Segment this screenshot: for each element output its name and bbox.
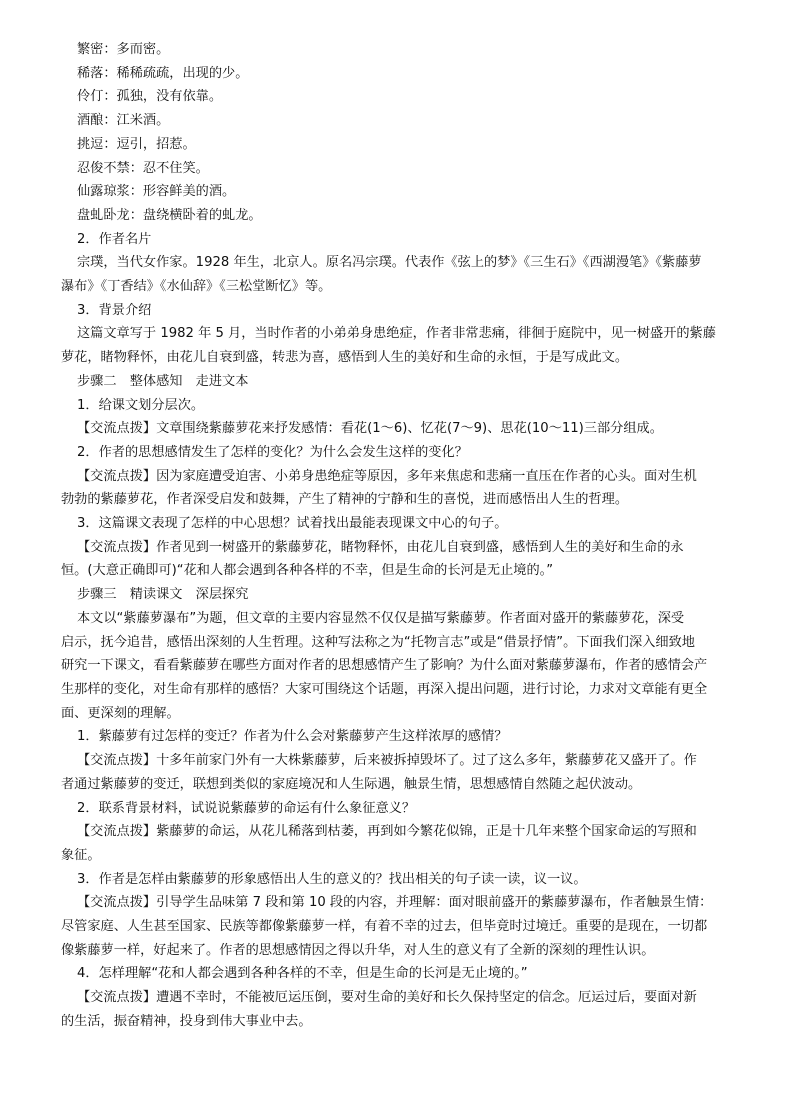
section-heading: 2．作者名片 (77, 231, 152, 247)
vocab-line: 挑逗：逗引，招惹。 (77, 136, 196, 152)
answer-line: 【交流点拨】因为家庭遭受迫害、小弟身患绝症等原因，多年来焦虑和悲痛一直压在作者的心头。面对生机 (77, 468, 697, 484)
answer-line: 【交流点拨】十多年前家门外有一大株紫藤萝，后来被拆掉毁坏了。过了这么多年，紫藤萝花又盛开了。作 (77, 753, 697, 769)
text-line: 这篇文章写于 1982 年 5 月，当时作者的小弟弟身患绝症，作者非常悲痛，徘徊于庭院中，见一树盛开的紫藤 (77, 326, 716, 342)
answer-line: 者通过紫藤萝的变迁，联想到类似的家庭境况和人生际遇，触景生情，思想感情自然随之起伏波动。 (61, 776, 642, 792)
vocab-line: 繁密：多而密。 (77, 42, 170, 57)
question-line: 3．这篇课文表现了怎样的中心思想？试着找出最能表现课文中心的句子。 (77, 516, 508, 532)
text-line: 宗璞，当代女作家。1928 年生，北京人。原名冯宗璞。代表作《弦上的梦》《三生石》《西湖漫笔》《紫藤萝 (77, 255, 702, 271)
text-line: 研究一下课文，看看紫藤萝在哪些方面对作者的思想感情产生了影响？为什么面对紫藤萝瀑布，作者的感情会产 (61, 658, 708, 674)
vocab-line: 忍俊不禁：忍不住笑。 (77, 160, 209, 176)
answer-line: 【交流点拨】作者见到一树盛开的紫藤萝花，睹物释怀，由花儿自衰到盛，感悟到人生的美好和生命的永 (77, 539, 684, 555)
question-line: 4．怎样理解“花和人都会遇到各种各样的不幸，但是生命的长河是无止境的。” (77, 966, 528, 982)
vocab-line: 仙露琼浆：形容鲜美的酒。 (77, 184, 236, 200)
step-heading: 步骤三 精读课文 深层探究 (77, 587, 249, 603)
answer-line: 【交流点拨】引导学生品味第 7 段和第 10 段的内容，并理解：面对眼前盛开的紫藤萝瀑布，作者触景生情： (77, 895, 713, 911)
answer-line: 尽管家庭、人生甚至国家、民族等都像紫藤萝一样，有着不幸的过去，但毕竟时过境迁。重要的是现在，一切都 (61, 919, 708, 935)
vocab-line: 伶仃：孤独，没有依靠。 (77, 89, 223, 105)
question-line: 1．紫藤萝有过怎样的变迁？作者为什么会对紫藤萝产生这样浓厚的感情？ (77, 729, 508, 745)
answer-line: 【交流点拨】紫藤萝的命运，从花儿稀落到枯萎，再到如今繁花似锦，正是十几年来整个国家命运的写照和 (77, 824, 697, 840)
question-line: 2．联系背景材料，试说说紫藤萝的命运有什么象征意义？ (77, 800, 416, 816)
text-line: 本文以“紫藤萝瀑布”为题，但文章的主要内容显然不仅仅是描写紫藤萝。作者面对盛开的紫藤萝花，深受 (77, 610, 685, 626)
question-line: 2．作者的思想感情发生了怎样的变化？为什么会发生这样的变化？ (77, 444, 468, 460)
text-line: 面、更深刻的理解。 (61, 705, 180, 721)
answer-line: 【交流点拨】遭遇不幸时，不能被厄运压倒，要对生命的美好和长久保持坚定的信念。厄运过后，要面对新 (77, 990, 697, 1006)
vocab-line: 稀落：稀稀疏疏，出现的少。 (77, 65, 249, 81)
answer-line: 的生活，振奋精神，投身到伟大事业中去。 (61, 1013, 312, 1029)
step-heading: 步骤二 整体感知 走进文本 (77, 373, 249, 389)
question-line: 1．给课文划分层次。 (77, 397, 205, 413)
text-line: 启示，抚今追昔，感悟出深刻的人生哲理。这种写法称之为“托物言志”或是“借景抒情”。下面我们深入细致地 (61, 634, 695, 650)
answer-line: 象征。 (61, 847, 101, 863)
vocab-line: 盘虬卧龙：盘绕横卧着的虬龙。 (77, 207, 262, 223)
answer-line: 像紫藤萝一样，好起来了。作者的思想感情因之得以升华，对人生的意义有了全新的深刻的理性认识。 (61, 942, 655, 958)
text-line: 萝花，睹物释怀，由花儿自衰到盛，转悲为喜，感悟到人生的美好和生命的永恒，于是写成此文。 (61, 350, 629, 366)
answer-line: 恒。(大意正确即可)“花和人都会遇到各种各样的不幸，但是生命的长河是无止境的。” (61, 563, 554, 579)
document-page (61, 38, 725, 1034)
section-heading: 3．背景介绍 (77, 302, 152, 318)
question-line: 3．作者是怎样由紫藤萝的形象感悟出人生的意义的？找出相关的句子读一读，议一议。 (77, 871, 587, 887)
answer-line: 勃勃的紫藤萝花，作者深受启发和鼓舞，产生了精神的宁静和生的喜悦，进而感悟出人生的哲理。 (61, 492, 629, 508)
text-line: 生那样的变化，对生命有那样的感悟？大家可围绕这个话题，再深入提出问题，进行讨论，力求对文章能有更全 (61, 681, 708, 697)
answer-line: 【交流点拨】文章围绕紫藤萝花来抒发感情：看花(1～6)、忆花(7～9)、思花(10～11)三部分组成。 (77, 421, 663, 437)
vocab-line: 酒酿：江米酒。 (77, 113, 170, 129)
text-line: 瀑布》《丁香结》《水仙辞》《三松堂断忆》等。 (61, 279, 332, 295)
